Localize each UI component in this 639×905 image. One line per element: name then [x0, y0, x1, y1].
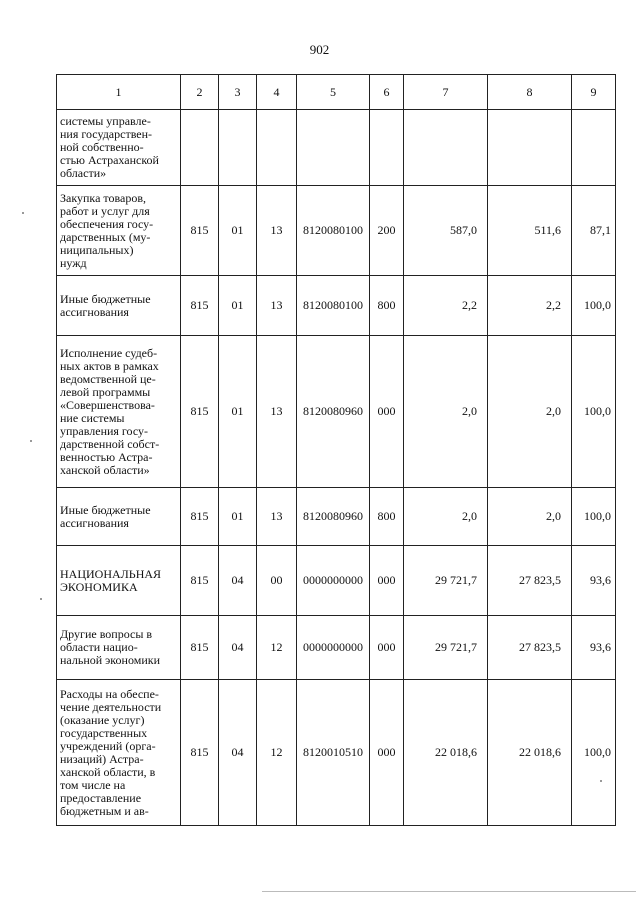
cell-target-article: 8120080100: [297, 276, 370, 336]
cell-admin-code: 815: [181, 186, 219, 276]
cell-executed: 2,2: [488, 276, 572, 336]
cell-expense-type: 800: [370, 488, 404, 546]
table-row: [57, 186, 616, 276]
row-name: Иные бюджетные ассигнования: [57, 488, 181, 546]
scan-speck: [40, 598, 42, 600]
cell-subsection: 13: [257, 336, 297, 488]
scan-speck: [600, 780, 602, 782]
cell-executed: 2,0: [488, 488, 572, 546]
cell-target-article: [297, 110, 370, 186]
row-name: Расходы на обеспе- чение деятельности (оказание услуг) государственных учреждений (орга- низаций) Астра- ханской области, в том числе на предоставление бюджетным и ав-: [57, 680, 181, 826]
table-row: [57, 276, 616, 336]
table-row: [57, 336, 616, 488]
cell-planned: 2,0: [404, 488, 488, 546]
cell-expense-type: 000: [370, 616, 404, 680]
cell-section: 01: [219, 186, 257, 276]
cell-expense-type: 000: [370, 546, 404, 616]
scan-speck: [22, 212, 24, 214]
table-row: [57, 110, 616, 186]
cell-percent: 93,6: [572, 546, 616, 616]
cell-percent: [572, 110, 616, 186]
cell-percent: 100,0: [572, 276, 616, 336]
cell-expense-type: 200: [370, 186, 404, 276]
cell-percent: 87,1: [572, 186, 616, 276]
cell-expense-type: 000: [370, 680, 404, 826]
cell-subsection: 12: [257, 680, 297, 826]
cell-admin-code: 815: [181, 276, 219, 336]
cell-executed: 27 823,5: [488, 616, 572, 680]
cell-target-article: 8120080960: [297, 488, 370, 546]
header-cell: 1: [57, 75, 181, 110]
cell-target-article: 0000000000: [297, 616, 370, 680]
cell-section: [219, 110, 257, 186]
header-cell: 4: [257, 75, 297, 110]
cell-planned: 2,2: [404, 276, 488, 336]
scan-speck: [30, 440, 32, 442]
cell-executed: 22 018,6: [488, 680, 572, 826]
cell-planned: [404, 110, 488, 186]
row-name: Закупка товаров, работ и услуг для обеспечения госу- дарственных (му- ниципальных) нужд: [57, 186, 181, 276]
table-row: [57, 616, 616, 680]
cell-percent: 93,6: [572, 616, 616, 680]
cell-subsection: 13: [257, 488, 297, 546]
header-cell: 6: [370, 75, 404, 110]
cell-planned: 29 721,7: [404, 546, 488, 616]
cell-expense-type: 800: [370, 276, 404, 336]
cell-expense-type: 000: [370, 336, 404, 488]
cell-subsection: 12: [257, 616, 297, 680]
row-name: Исполнение судеб- ных актов в рамках ведомственной це- левой программы «Совершенствова- ние системы управления госу- дарственной собст- венностью Астра- ханской области»: [57, 336, 181, 488]
cell-percent: 100,0: [572, 488, 616, 546]
cell-percent: 100,0: [572, 336, 616, 488]
cell-subsection: 13: [257, 276, 297, 336]
cell-admin-code: [181, 110, 219, 186]
table-row: [57, 546, 616, 616]
cell-executed: 511,6: [488, 186, 572, 276]
cell-section: 04: [219, 546, 257, 616]
cell-percent: 100,0: [572, 680, 616, 826]
cell-admin-code: 815: [181, 680, 219, 826]
header-cell: 8: [488, 75, 572, 110]
bottom-scan-rule: [262, 891, 636, 892]
table-row: [57, 488, 616, 546]
row-name: Другие вопросы в области нацио- нальной экономики: [57, 616, 181, 680]
cell-planned: 2,0: [404, 336, 488, 488]
cell-planned: 29 721,7: [404, 616, 488, 680]
header-cell: 3: [219, 75, 257, 110]
cell-executed: 2,0: [488, 336, 572, 488]
table-row: [57, 680, 616, 826]
budget-table: [56, 74, 616, 826]
header-cell: 2: [181, 75, 219, 110]
header-cell: 9: [572, 75, 616, 110]
cell-target-article: 8120010510: [297, 680, 370, 826]
cell-executed: 27 823,5: [488, 546, 572, 616]
cell-admin-code: 815: [181, 616, 219, 680]
cell-section: 04: [219, 680, 257, 826]
header-cell: 7: [404, 75, 488, 110]
row-name: системы управле- ния государствен- ной собственно- стью Астраханской области»: [57, 110, 181, 186]
table-header-row: [57, 75, 616, 110]
cell-executed: [488, 110, 572, 186]
cell-admin-code: 815: [181, 336, 219, 488]
cell-planned: 587,0: [404, 186, 488, 276]
cell-planned: 22 018,6: [404, 680, 488, 826]
cell-section: 01: [219, 336, 257, 488]
cell-expense-type: [370, 110, 404, 186]
cell-admin-code: 815: [181, 488, 219, 546]
cell-section: 04: [219, 616, 257, 680]
header-cell: 5: [297, 75, 370, 110]
cell-admin-code: 815: [181, 546, 219, 616]
row-name: Иные бюджетные ассигнования: [57, 276, 181, 336]
cell-section: 01: [219, 276, 257, 336]
cell-target-article: 8120080960: [297, 336, 370, 488]
cell-target-article: 8120080100: [297, 186, 370, 276]
cell-subsection: 00: [257, 546, 297, 616]
cell-subsection: [257, 110, 297, 186]
row-name: НАЦИОНАЛЬНАЯ ЭКОНОМИКА: [57, 546, 181, 616]
cell-section: 01: [219, 488, 257, 546]
cell-target-article: 0000000000: [297, 546, 370, 616]
cell-subsection: 13: [257, 186, 297, 276]
page-number: 902: [309, 42, 330, 57]
